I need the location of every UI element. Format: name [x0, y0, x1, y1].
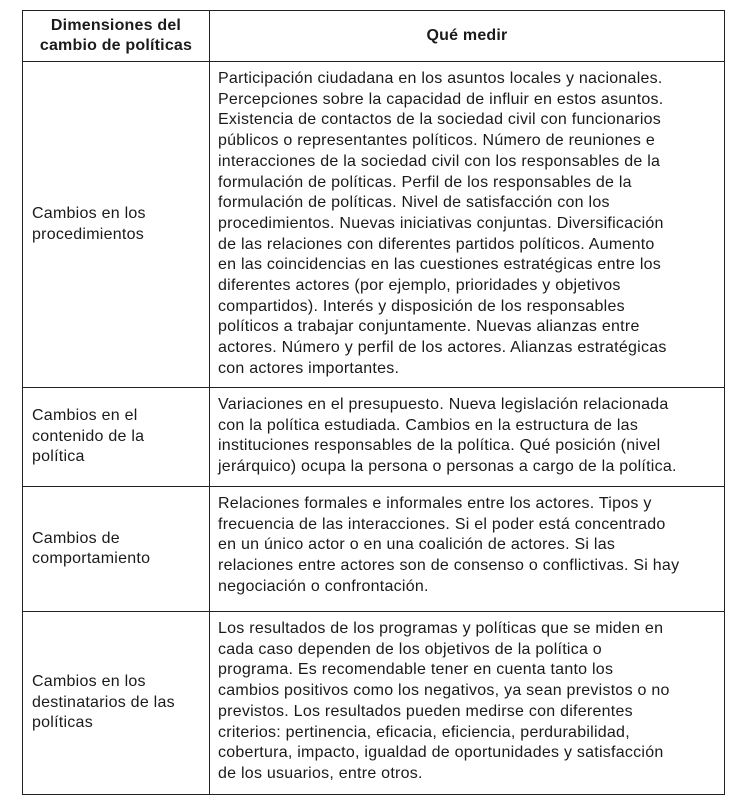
text-line: formulación de políticas. Perfil de los responsables de la: [218, 173, 632, 191]
what-to-measure-cell: [210, 388, 725, 487]
text-line: públicos o representantes políticos. Número de reuniones e: [218, 132, 655, 150]
dimension-cell: [23, 62, 210, 388]
text-line: con la política estudiada. Cambios en la estructura de las: [218, 416, 639, 434]
text-line: de las relaciones con diferentes partidos políticos. Aumento: [218, 235, 655, 253]
text-line: negociación o confrontación.: [218, 577, 429, 595]
text-line: criterios: pertinencia, eficacia, eficiencia, perdurabilidad,: [218, 723, 630, 741]
text-line: Dimensiones del: [50, 17, 182, 34]
text-line: Cambios en el: [32, 407, 138, 425]
dimension-cell: [23, 388, 210, 487]
table-row: [23, 388, 725, 487]
text-line: cambio de políticas: [39, 37, 193, 54]
text-line: destinatarios de las: [32, 693, 175, 711]
header-row: [23, 11, 725, 62]
text-line: de los usuarios, entre otros.: [218, 764, 423, 782]
text-line: cobertura, impacto, igualdad de oportunidades y satisfacción: [218, 744, 664, 762]
text-line: Relaciones formales e informales entre los actores. Tipos y: [218, 495, 652, 512]
policy-change-table: [22, 10, 725, 795]
text-line: instituciones responsables de la política. Qué posición (nivel: [218, 437, 661, 455]
text-line: Cambios en los: [32, 673, 146, 691]
text-line: políticas: [32, 714, 93, 732]
text-line: Cambios en los: [32, 205, 146, 222]
text-line: Percepciones sobre la capacidad de influir en estos asuntos.: [218, 90, 664, 108]
what-to-measure-cell: [210, 612, 725, 795]
text-line: frecuencia de las interacciones. Si el poder está concentrado: [218, 515, 666, 533]
text-line: Participación ciudadana en los asuntos locales y nacionales.: [218, 70, 663, 87]
what-to-measure-cell: [210, 487, 725, 612]
text-line: compartidos). Interés y disposición de los responsables: [218, 297, 625, 315]
text-line: política: [32, 448, 85, 466]
text-line: en un único actor o en una coalición de actores. Si las: [218, 536, 616, 554]
dimension-cell: [23, 487, 210, 612]
text-line: Existencia de contactos de la sociedad civil con funcionarios: [218, 111, 662, 129]
text-line: Variaciones en el presupuesto. Nueva legislación relacionada: [218, 396, 669, 413]
header-what-to-measure: Qué medir: [210, 11, 725, 62]
dimension-cell: [23, 612, 210, 795]
text-line: actores. Número y perfil de los actores. Alianzas estratégicas: [218, 339, 667, 357]
text-line: procedimientos: [32, 225, 144, 243]
text-line: jerárquico) ocupa la persona o personas a cargo de la política.: [218, 458, 677, 476]
text-line: formulación de políticas. Nivel de satisfacción con los: [218, 194, 610, 212]
text-line: cambios positivos como los negativos, ya sean previstos o no: [218, 682, 670, 700]
text-line: programa. Es recomendable tener en cuenta tanto los: [218, 661, 614, 679]
text-line: relaciones entre actores son de consenso o conflictivas. Si hay: [218, 557, 680, 575]
text-line: previstos. Los resultados pueden medirse con diferentes: [218, 702, 633, 720]
text-line: procedimientos. Nuevas iniciativas conjuntas. Diversificación: [218, 214, 664, 232]
text-line: diferentes actores (por ejemplo, prioridades y objetivos: [218, 277, 621, 295]
table-row: [23, 487, 725, 612]
what-to-measure-cell: [210, 62, 725, 388]
table-row: [23, 612, 725, 795]
header-dimensions: [23, 11, 210, 62]
text-line: Los resultados de los programas y políticas que se miden en: [218, 620, 664, 637]
text-line: contenido de la: [32, 427, 145, 445]
text-line: en las coincidencias en las cuestiones estratégicas entre los: [218, 256, 662, 274]
text-line: comportamiento: [32, 550, 151, 567]
text-line: interacciones de la sociedad civil con los responsables de la: [218, 152, 661, 170]
text-line: cada caso dependen de los objetivos de la política o: [218, 640, 602, 658]
text-line: políticos a trabajar conjuntamente. Nuevas alianzas entre: [218, 318, 640, 336]
table-row: [23, 62, 725, 388]
text-line: Cambios de: [32, 529, 120, 547]
text-line: con actores importantes.: [218, 359, 400, 377]
